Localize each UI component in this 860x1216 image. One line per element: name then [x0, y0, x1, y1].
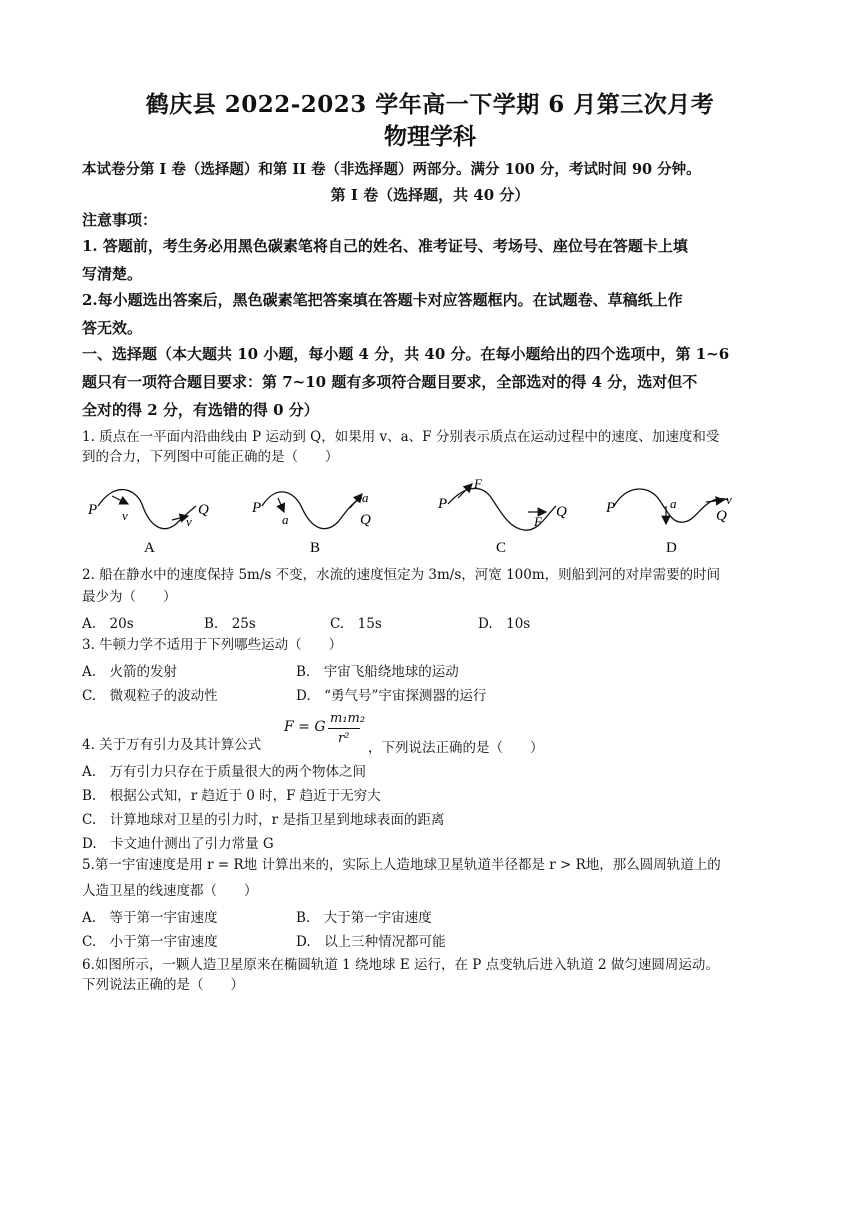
q6-line2: 下列说法正确的是（ ）	[82, 977, 244, 993]
q5-line1: 5.第一宇宙速度是用 r = R地 计算出来的，实际上人造地球卫星轨道半径都是 r > R地，那么圆周轨道上的	[82, 857, 721, 873]
q1-line2: 到的合力，下列图中可能正确的是（ ）	[82, 449, 339, 465]
note2-line2: 答无效。	[82, 319, 143, 337]
q2-option-a: A. 20s	[82, 616, 134, 632]
q3-option-c: C. 微观粒子的波动性	[82, 688, 218, 704]
section1-line2: 题只有一项符合题目要求：第 7~10 题有多项符合题目要求，全部选对的得 4 分，选对但不	[82, 373, 698, 391]
figure-a-q-label: Q	[198, 502, 209, 518]
q2-option-d: D. 10s	[478, 616, 531, 632]
figure-c-p-label: P	[438, 496, 448, 512]
q4-option-b: B. 根据公式知，r 趋近于 0 时，F 趋近于无穷大	[82, 788, 381, 804]
q3-line1: 3. 牛顿力学不适用于下列哪些运动（ ）	[82, 637, 343, 653]
q4-option-a: A. 万有引力只存在于质量很大的两个物体之间	[82, 764, 367, 780]
figure-b-a1-label: a	[282, 512, 289, 527]
q6-line1: 6.如图所示，一颗人造卫星原来在椭圆轨道 1 绕地球 E 运行，在 P 点变轨后进入轨道 2 做匀速圆周运动。	[82, 957, 719, 973]
figure-b-a2-label: a	[362, 490, 369, 505]
section1-line3: 全对的得 2 分，有选错的得 0 分）	[82, 401, 319, 419]
q5-option-c: C. 小于第一宇宙速度	[82, 934, 218, 950]
q3-option-d: D. “勇气号”宇宙探测器的运行	[296, 688, 487, 704]
figure-a-v2-label: v	[186, 514, 192, 529]
figure-c-f1-label: F	[474, 476, 482, 491]
figure-c-caption: C	[496, 540, 507, 556]
figure-d-caption: D	[666, 540, 677, 556]
q2-line1: 2. 船在静水中的速度保持 5m/s 不变，水流的速度恒定为 3m/s，河宽 100m，则船到河的对岸需要的时间	[82, 567, 721, 583]
q3-option-b: B. 宇宙飞船绕地球的运动	[296, 664, 459, 680]
q4-stem-pre: 4. 关于万有引力及其计算公式	[82, 737, 262, 753]
figure-d-q-label: Q	[716, 508, 727, 524]
q2-option-c: C. 15s	[330, 616, 382, 632]
q5-option-a: A. 等于第一宇宙速度	[82, 910, 218, 926]
q1-line1: 1. 质点在一平面内沿曲线由 P 运动到 Q，如果用 v、a、F 分别表示质点在运动过程中的速度、加速度和受	[82, 429, 720, 445]
formula-lhs: F = G	[284, 719, 326, 735]
figure-b-caption: B	[310, 540, 321, 556]
figure-a	[87, 490, 209, 556]
exam-title: 鹤庆县 2022-2023 学年高一下学期 6 月第三次月考	[145, 91, 715, 118]
figure-b-p-label: P	[252, 500, 262, 516]
figure-a-p-label: P	[88, 502, 98, 518]
formula-denominator: r²	[338, 731, 350, 746]
q2-line2: 最少为（ ）	[82, 589, 177, 605]
figure-c-f2-label: F	[534, 514, 542, 529]
figure-a-caption: A	[144, 540, 155, 556]
notes-heading: 注意事项：	[82, 211, 158, 229]
figure-c	[437, 476, 567, 556]
figure-d-v-label: v	[726, 492, 732, 507]
figure-b	[251, 490, 371, 556]
q2-option-b: B. 25s	[204, 616, 256, 632]
figure-b-q-label: Q	[360, 512, 371, 528]
q4-stem-post: ，下列说法正确的是（ ）	[368, 740, 544, 756]
formula-numerator: m₁m₂	[330, 711, 366, 726]
note1-line2: 写清楚。	[82, 265, 143, 283]
q4-option-c: C. 计算地球对卫星的引力时，r 是指卫星到地球表面的距离	[82, 812, 445, 828]
part1-heading: 第 I 卷（选择题，共 40 分）	[330, 186, 530, 204]
figure-d-p-label: P	[606, 500, 616, 516]
figure-d-a-label: a	[670, 496, 677, 511]
intro-line: 本试卷分第 I 卷（选择题）和第 II 卷（非选择题）两部分。满分 100 分，考试时间 90 分钟。	[82, 161, 701, 178]
section1-line1: 一、选择题（本大题共 10 小题，每小题 4 分，共 40 分。在每小题给出的四个选项中，第 1~6	[82, 345, 730, 363]
figure-c-q-label: Q	[556, 504, 567, 520]
q5-option-d: D. 以上三种情况都可能	[296, 934, 446, 950]
figure-a-v1-label: v	[122, 508, 128, 523]
note1-line1: 1. 答题前，考生务必用黑色碳素笔将自己的姓名、准考证号、考场号、座位号在答题卡上填	[82, 237, 688, 255]
q3-option-a: A. 火箭的发射	[82, 664, 178, 680]
subject-title: 物理学科	[384, 123, 476, 150]
q5-line2: 人造卫星的线速度都（ ）	[82, 883, 258, 899]
q1-figures	[80, 476, 760, 556]
figure-d	[605, 489, 732, 556]
q5-option-b: B. 大于第一宇宙速度	[296, 910, 432, 926]
note2-line1: 2.每小题选出答案后，黑色碳素笔把答案填在答题卡对应答题框内。在试题卷、草稿纸上作	[82, 291, 683, 309]
q4-option-d: D. 卡文迪什测出了引力常量 G	[82, 836, 274, 852]
